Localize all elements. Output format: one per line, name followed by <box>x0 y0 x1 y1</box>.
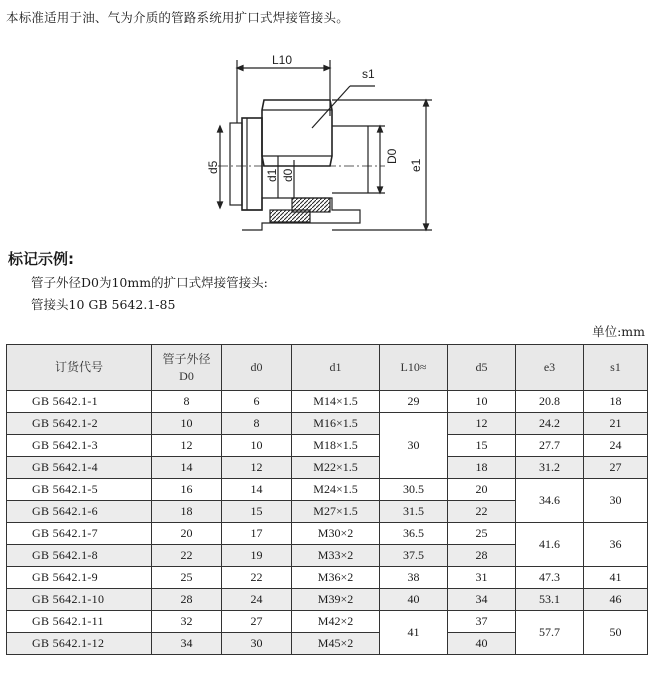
cell-s1: 36 <box>584 523 648 567</box>
cell-e3: 27.7 <box>516 435 584 457</box>
label-L10: L10 <box>272 53 293 67</box>
header-code: 订货代号 <box>7 345 152 391</box>
table-header-row <box>7 345 648 391</box>
cell-D0: 34 <box>152 633 222 655</box>
cell-code: GB 5642.1-8 <box>7 545 152 567</box>
cell-s1: 50 <box>584 611 648 655</box>
cell-d1: M24×1.5 <box>292 479 380 501</box>
cell-L10: 31.5 <box>380 501 448 523</box>
cell-D0: 32 <box>152 611 222 633</box>
label-D0: D0 <box>385 148 399 164</box>
label-d0: d0 <box>281 168 295 182</box>
fitting-drawing <box>200 48 450 238</box>
cell-d1: M42×2 <box>292 611 380 633</box>
cell-d0: 22 <box>222 567 292 589</box>
cell-D0: 8 <box>152 391 222 413</box>
cell-d1: M30×2 <box>292 523 380 545</box>
cell-e3: 57.7 <box>516 611 584 655</box>
cell-code: GB 5642.1-10 <box>7 589 152 611</box>
example-line-1: 管子外径D0为10mm的扩口式焊接管接头: <box>31 275 268 290</box>
cell-D0: 18 <box>152 501 222 523</box>
cell-d1: M45×2 <box>292 633 380 655</box>
cell-L10: 30 <box>380 413 448 479</box>
cell-d5: 15 <box>448 435 516 457</box>
cell-d0: 30 <box>222 633 292 655</box>
label-e1: e1 <box>409 158 423 172</box>
cell-d1: M39×2 <box>292 589 380 611</box>
cell-d5: 12 <box>448 413 516 435</box>
cell-D0: 22 <box>152 545 222 567</box>
cell-e3: 24.2 <box>516 413 584 435</box>
cell-d1: M14×1.5 <box>292 391 380 413</box>
cell-L10: 37.5 <box>380 545 448 567</box>
cell-d1: M16×1.5 <box>292 413 380 435</box>
cell-d0: 14 <box>222 479 292 501</box>
header-e3: e3 <box>516 345 584 391</box>
cell-L10: 29 <box>380 391 448 413</box>
cell-D0: 16 <box>152 479 222 501</box>
table-row <box>7 435 648 457</box>
cell-e3: 20.8 <box>516 391 584 413</box>
cell-e3: 34.6 <box>516 479 584 523</box>
cell-d0: 15 <box>222 501 292 523</box>
cell-code: GB 5642.1-1 <box>7 391 152 413</box>
cell-d5: 31 <box>448 567 516 589</box>
cell-L10: 38 <box>380 567 448 589</box>
cell-s1: 30 <box>584 479 648 523</box>
cell-code: GB 5642.1-12 <box>7 633 152 655</box>
cell-code: GB 5642.1-6 <box>7 501 152 523</box>
label-s1: s1 <box>362 67 375 81</box>
header-d0: d0 <box>222 345 292 391</box>
table-row <box>7 413 648 435</box>
cell-code: GB 5642.1-7 <box>7 523 152 545</box>
cell-d1: M18×1.5 <box>292 435 380 457</box>
header-d5: d5 <box>448 345 516 391</box>
cell-d5: 20 <box>448 479 516 501</box>
cell-D0: 20 <box>152 523 222 545</box>
cell-D0: 14 <box>152 457 222 479</box>
spec-table <box>6 344 648 655</box>
cell-s1: 46 <box>584 589 648 611</box>
cell-d0: 6 <box>222 391 292 413</box>
cell-e3: 31.2 <box>516 457 584 479</box>
cell-e3: 47.3 <box>516 567 584 589</box>
header-tube-od: 管子外径 D0 <box>152 345 222 391</box>
table-row <box>7 611 648 633</box>
cell-code: GB 5642.1-5 <box>7 479 152 501</box>
cell-s1: 18 <box>584 391 648 413</box>
label-d5: d5 <box>206 160 220 174</box>
cell-s1: 41 <box>584 567 648 589</box>
cell-d0: 24 <box>222 589 292 611</box>
cell-e3: 53.1 <box>516 589 584 611</box>
table-row <box>7 391 648 413</box>
cell-d0: 10 <box>222 435 292 457</box>
cell-e3: 41.6 <box>516 523 584 567</box>
cell-d5: 25 <box>448 523 516 545</box>
header-d1: d1 <box>292 345 380 391</box>
cell-code: GB 5642.1-11 <box>7 611 152 633</box>
table-row <box>7 479 648 501</box>
section-title: 标记示例: <box>8 250 74 268</box>
cell-d1: M27×1.5 <box>292 501 380 523</box>
cell-d5: 22 <box>448 501 516 523</box>
table-row <box>7 523 648 545</box>
cell-d5: 37 <box>448 611 516 633</box>
cell-D0: 28 <box>152 589 222 611</box>
intro-text: 本标准适用于油、气为介质的管路系统用扩口式焊接管接头。 <box>6 10 349 25</box>
cell-s1: 27 <box>584 457 648 479</box>
cell-s1: 24 <box>584 435 648 457</box>
cell-s1: 21 <box>584 413 648 435</box>
cell-code: GB 5642.1-4 <box>7 457 152 479</box>
label-d1: d1 <box>265 168 279 182</box>
table-row <box>7 589 648 611</box>
cell-d5: 34 <box>448 589 516 611</box>
table-row <box>7 457 648 479</box>
cell-d5: 18 <box>448 457 516 479</box>
cell-code: GB 5642.1-2 <box>7 413 152 435</box>
cell-d5: 10 <box>448 391 516 413</box>
cell-d5: 28 <box>448 545 516 567</box>
cell-code: GB 5642.1-3 <box>7 435 152 457</box>
header-L10: L10≈ <box>380 345 448 391</box>
cell-d1: M36×2 <box>292 567 380 589</box>
cell-d5: 40 <box>448 633 516 655</box>
cell-D0: 12 <box>152 435 222 457</box>
unit-label: 单位:mm <box>592 324 645 339</box>
header-s1: s1 <box>584 345 648 391</box>
table-row <box>7 567 648 589</box>
cell-d0: 8 <box>222 413 292 435</box>
cell-d1: M33×2 <box>292 545 380 567</box>
cell-L10: 40 <box>380 589 448 611</box>
cell-L10: 41 <box>380 611 448 655</box>
cell-d1: M22×1.5 <box>292 457 380 479</box>
cell-code: GB 5642.1-9 <box>7 567 152 589</box>
cell-L10: 36.5 <box>380 523 448 545</box>
cell-d0: 19 <box>222 545 292 567</box>
cell-D0: 10 <box>152 413 222 435</box>
cell-L10: 30.5 <box>380 479 448 501</box>
cell-D0: 25 <box>152 567 222 589</box>
cell-d0: 27 <box>222 611 292 633</box>
cell-d0: 17 <box>222 523 292 545</box>
example-line-2: 管接头10 GB 5642.1-85 <box>31 297 176 312</box>
cell-d0: 12 <box>222 457 292 479</box>
